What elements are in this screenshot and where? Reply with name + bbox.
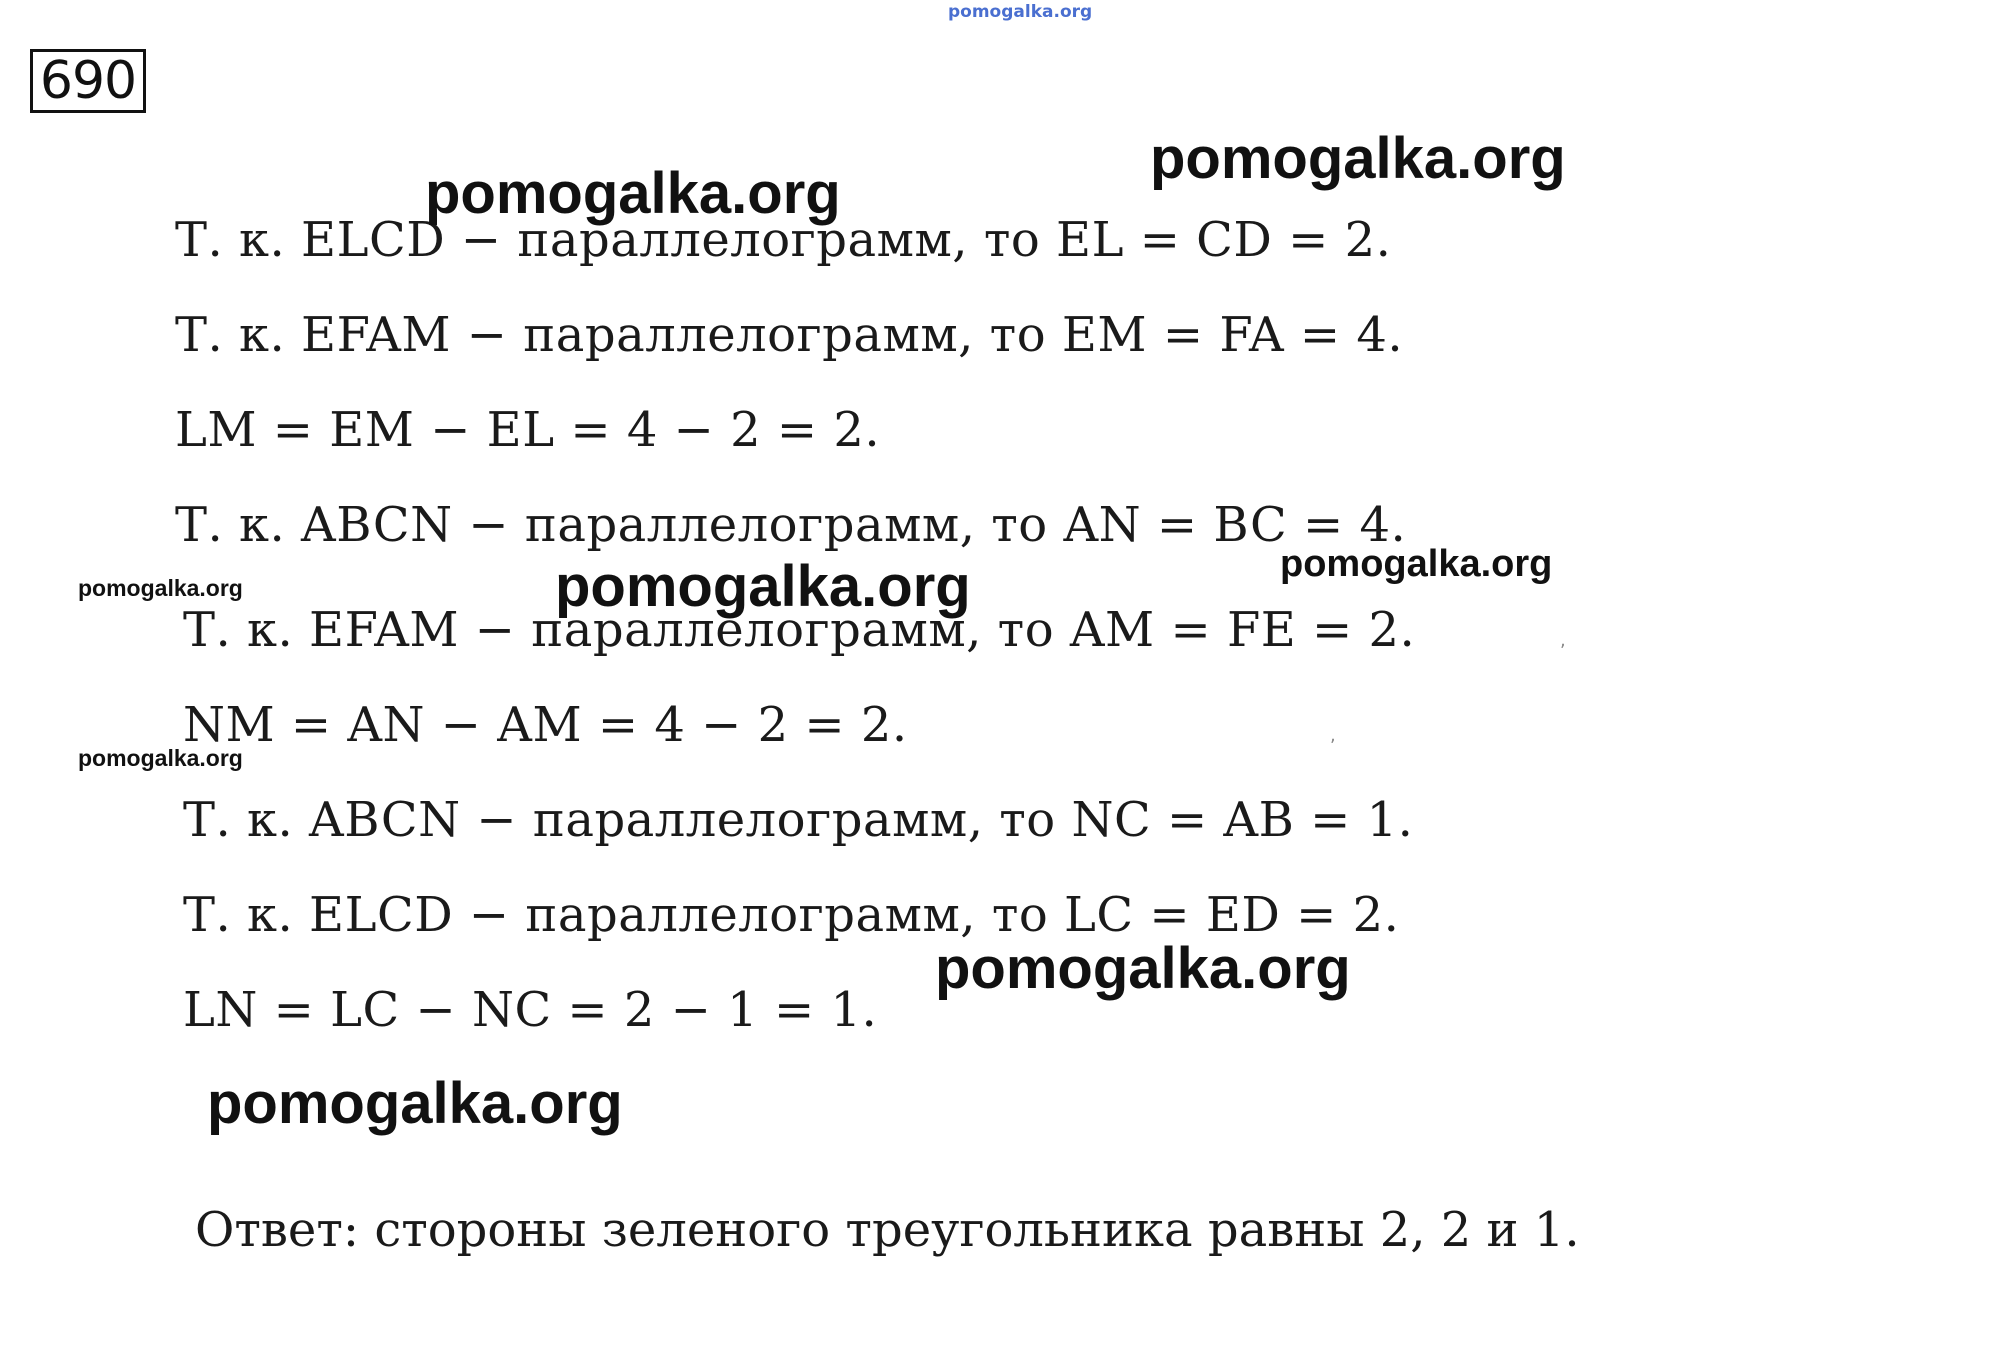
problem-number: 690 — [30, 49, 146, 113]
watermark-text: pomogalka.org — [207, 1071, 623, 1136]
solution-line-8: Т. к. ELCD − параллелограмм, то LC = ED = 2. — [183, 887, 1400, 943]
watermark-text: pomogalka.org — [78, 745, 243, 771]
top-watermark: pomogalka.org — [948, 2, 1093, 22]
scan-mark: , — [1330, 725, 1336, 746]
watermark-text: pomogalka.org — [935, 936, 1351, 1001]
solution-line-9: LN = LC − NC = 2 − 1 = 1. — [183, 982, 878, 1038]
answer-line: Ответ: стороны зеленого треугольника равны 2, 2 и 1. — [195, 1202, 1580, 1258]
watermark-text: pomogalka.org — [1280, 543, 1553, 585]
watermark-text: pomogalka.org — [425, 161, 841, 226]
watermark-text: pomogalka.org — [1150, 126, 1566, 191]
solution-line-6: NM = AN − AM = 4 − 2 = 2. — [183, 697, 908, 753]
solution-line-1: Т. к. ELCD − параллелограмм, то EL = CD = 2. — [175, 212, 1392, 268]
watermark-text: pomogalka.org — [555, 554, 971, 619]
solution-line-4: Т. к. ABCN − параллелограмм, то AN = BC = 4. — [175, 497, 1407, 553]
solution-line-7: Т. к. ABCN − параллелограмм, то NC = AB = 1. — [183, 792, 1414, 848]
solution-line-5: Т. к. EFAM − параллелограмм, то AM = FE = 2. — [183, 602, 1416, 658]
scan-mark: , — [1560, 630, 1566, 651]
solution-line-3: LM = EM − EL = 4 − 2 = 2. — [175, 402, 881, 458]
solution-line-2: Т. к. EFAM − параллелограмм, то EM = FA = 4. — [175, 307, 1404, 363]
watermark-text: pomogalka.org — [78, 575, 243, 601]
